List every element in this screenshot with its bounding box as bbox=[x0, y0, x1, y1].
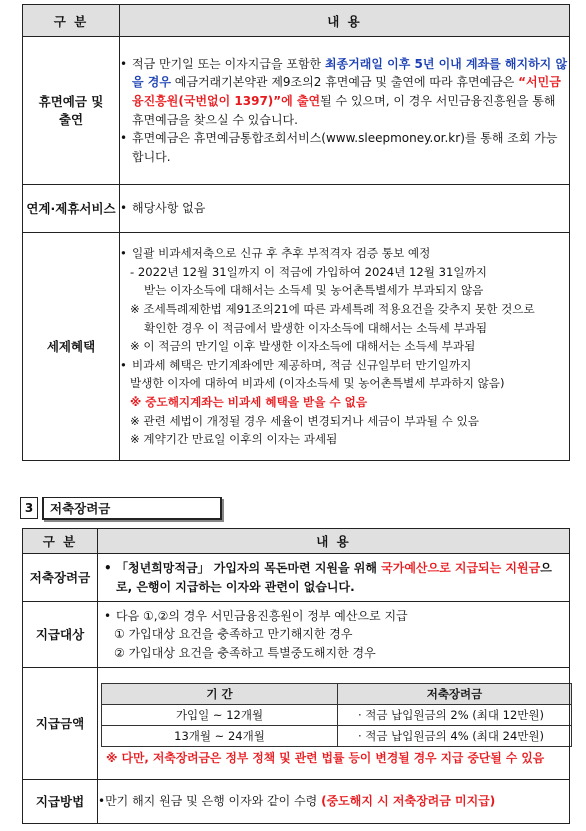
text: •만기 해지 원금 및 은행 이자와 같이 수령 bbox=[98, 794, 322, 809]
header-category: 구 분 bbox=[23, 529, 98, 554]
text: ※ 계약기간 만료일 이후의 이자는 과세됨 bbox=[130, 432, 338, 447]
amount-note: ※ 다만, 저축장려금은 정부 정책 및 관련 법률 등이 변경될 경우 지급 중단될 수 있음 bbox=[106, 750, 545, 765]
section-heading bbox=[20, 498, 222, 518]
row-label-linked: 연계·제휴서비스 bbox=[23, 185, 120, 233]
amount-header-incentive: 저축장려금 bbox=[338, 683, 572, 704]
text: 휴면예금은 휴면예금통합조회서비스(www.sleepmoney.or.kr)를 통해 조회 가능합니다. bbox=[132, 131, 558, 164]
text: 적금 만기일 또는 이자지급을 포함한 bbox=[132, 56, 325, 71]
highlight-blue: 최종거래일 이후 5년 이내 계좌를 해지하지 않을 경우 bbox=[132, 56, 568, 90]
row-label-incentive: 저축장려금 bbox=[23, 554, 98, 602]
header-category: 구 분 bbox=[23, 5, 120, 37]
amount-table bbox=[101, 683, 572, 747]
highlight-red: 국가예산으로 지급되는 지원금 bbox=[381, 560, 541, 575]
section-number: 3 bbox=[20, 497, 38, 519]
text: 될 수 있으며, 이 경우 서민금융진흥원을 통해 휴면예금을 찾으실 수 있습니다. bbox=[132, 93, 556, 127]
text: ② 가입대상 요건을 충족하고 특별중도해지한 경우 bbox=[114, 645, 376, 660]
text: 「청년희망적금」 가입자의 목돈마련 지원을 위해 bbox=[116, 560, 382, 575]
warning-text: ※ 중도해지계좌는 비과세 혜택을 받을 수 없음 bbox=[130, 394, 368, 409]
highlight-red: (중도해지 시 저축장려금 미지급) bbox=[321, 794, 496, 809]
amount-period-1: 가입일 ~ 12개월 bbox=[102, 704, 338, 725]
text: 발생한 이자에 대하여 비과세 (이자소득세 및 농어촌특별세 부과하지 않음) bbox=[130, 376, 505, 391]
highlight-red: “서민금융진흥원(국번없이 1397)”에 출연 bbox=[132, 75, 561, 108]
row-content-dormant bbox=[120, 37, 570, 185]
row-label-amount: 지급금액 bbox=[23, 668, 98, 780]
header-content: 내 용 bbox=[98, 529, 570, 554]
amount-period-2: 13개월 ~ 24개월 bbox=[102, 725, 338, 746]
text: ① 가입대상 요건을 충족하고 만기해지한 경우 bbox=[114, 627, 353, 642]
amount-value-1: · 적금 납입원금의 2% (최대 12만원) bbox=[338, 704, 572, 725]
text: 일괄 비과세저축으로 신규 후 추후 부적격자 검증 통보 예정 bbox=[132, 246, 431, 261]
row-content-tax: • 일괄 비과세저축으로 신규 후 추후 부적격자 검증 통보 예정 - 2022년 12월 31일까지 이 적금에 가입하여 2024년 12월 31일까지 받는 이자소득에 대해서는 소득세 및 농어촌특별세가 부과되지 않음 ※ 조세특례제한법 제91조의21에 따른 과세특례 적용요건을 갖추지 못한 것으로 확인한 경우 이 적금에서 발생한 이자소득에 대해서는 소득세 부과됨 ※ 이 적금의 만기일 이후 발생한 이자소득에 대해서는 소득세 부과됨 • 비과세 혜택은 만기계좌에만 제공하며, 적금 신규일부터 만기일까지 발생한 이자에 대하여 비과세 (이자소득세 및 농어촌특별세 부과하지 않음) ※ 중도해지계좌는 비과세 혜택을 받을 수 없음 ※ 관련 세법이 개정될 경우 세율이 변경되거나 세금이 부과될 수 있음 ※ 계약기간 만료일 이후의 이자는 과세됨 bbox=[120, 233, 570, 461]
text: 다음 ①,②의 경우 서민금융진흥원이 정부 예산으로 지급 bbox=[116, 608, 408, 623]
bullet-dormant-1: • 적금 만기일 또는 이자지급을 포함한 최종거래일 이후 5년 이내 계좌를 해지하지 않을 경우 예금거래기본약관 제9조의2 휴면예금 및 출연에 따라 휴면예금은 “서민금융진흥원(국번없이 1397)”에 출연될 수 있으며, 이 경우 서민금융진흥원을 통해 휴면예금을 찾으실 수 있습니다. bbox=[120, 56, 568, 127]
amount-value-2: · 적금 납입원금의 4% (최대 24만원) bbox=[338, 725, 572, 746]
text: ※ 조세특례제한법 제91조의21에 따른 과세특례 적용요건을 갖추지 못한 것으로 bbox=[130, 302, 535, 317]
text: 해당사항 없음 bbox=[132, 201, 206, 216]
row-label-method: 지급방법 bbox=[23, 780, 98, 824]
text: - 2022년 12월 31일까지 이 적금에 가입하여 2024년 12월 31일까지 bbox=[130, 264, 487, 279]
row-label-dormant: 휴면예금 및 출연 bbox=[23, 37, 120, 185]
amount-header-period: 기 간 bbox=[102, 683, 338, 704]
row-content-target: • 다음 ①,②의 경우 서민금융진흥원이 정부 예산으로 지급 ① 가입대상 요건을 충족하고 만기해지한 경우 ② 가입대상 요건을 충족하고 특별중도해지한 경우 bbox=[98, 602, 570, 668]
incentive-table bbox=[22, 528, 570, 824]
bullet-dormant-2: • 휴면예금은 휴면예금통합조회서비스(www.sleepmoney.or.kr)를 통해 조회 가능합니다. bbox=[120, 129, 569, 166]
row-content-incentive: • 「청년희망적금」 가입자의 목돈마련 지원을 위해 국가예산으로 지급되는 지원금으로, 은행이 지급하는 이자와 관련이 없습니다. bbox=[98, 554, 570, 602]
product-terms-table bbox=[22, 4, 570, 461]
text: 받는 이자소득에 대해서는 소득세 및 농어촌특별세가 부과되지 않음 bbox=[144, 283, 484, 298]
row-label-tax: 세제혜택 bbox=[23, 233, 120, 461]
text: 으로, 은행이 지급하는 이자와 관련이 없습니다. bbox=[116, 560, 552, 594]
row-content-linked: • 해당사항 없음 bbox=[120, 185, 570, 233]
row-content-method bbox=[98, 780, 570, 824]
text: 확인한 경우 이 적금에서 발생한 이자소득에 대해서는 소득세 부과됨 bbox=[144, 320, 488, 335]
text: ※ 이 적금의 만기일 이후 발생한 이자소득에 대해서는 소득세 부과됨 bbox=[130, 339, 476, 354]
row-label-target: 지급대상 bbox=[23, 602, 98, 668]
text: 비과세 혜택은 만기계좌에만 제공하며, 적금 신규일부터 만기일까지 bbox=[132, 357, 472, 372]
text: ※ 관련 세법이 개정될 경우 세율이 변경되거나 세금이 부과될 수 있음 bbox=[130, 413, 479, 428]
header-content: 내 용 bbox=[120, 5, 570, 37]
text: 예금거래기본약관 제9조의2 휴면예금 및 출연에 따라 휴면예금은 bbox=[170, 75, 519, 90]
section-title: 저축장려금 bbox=[42, 497, 222, 520]
row-content-amount bbox=[98, 668, 570, 780]
